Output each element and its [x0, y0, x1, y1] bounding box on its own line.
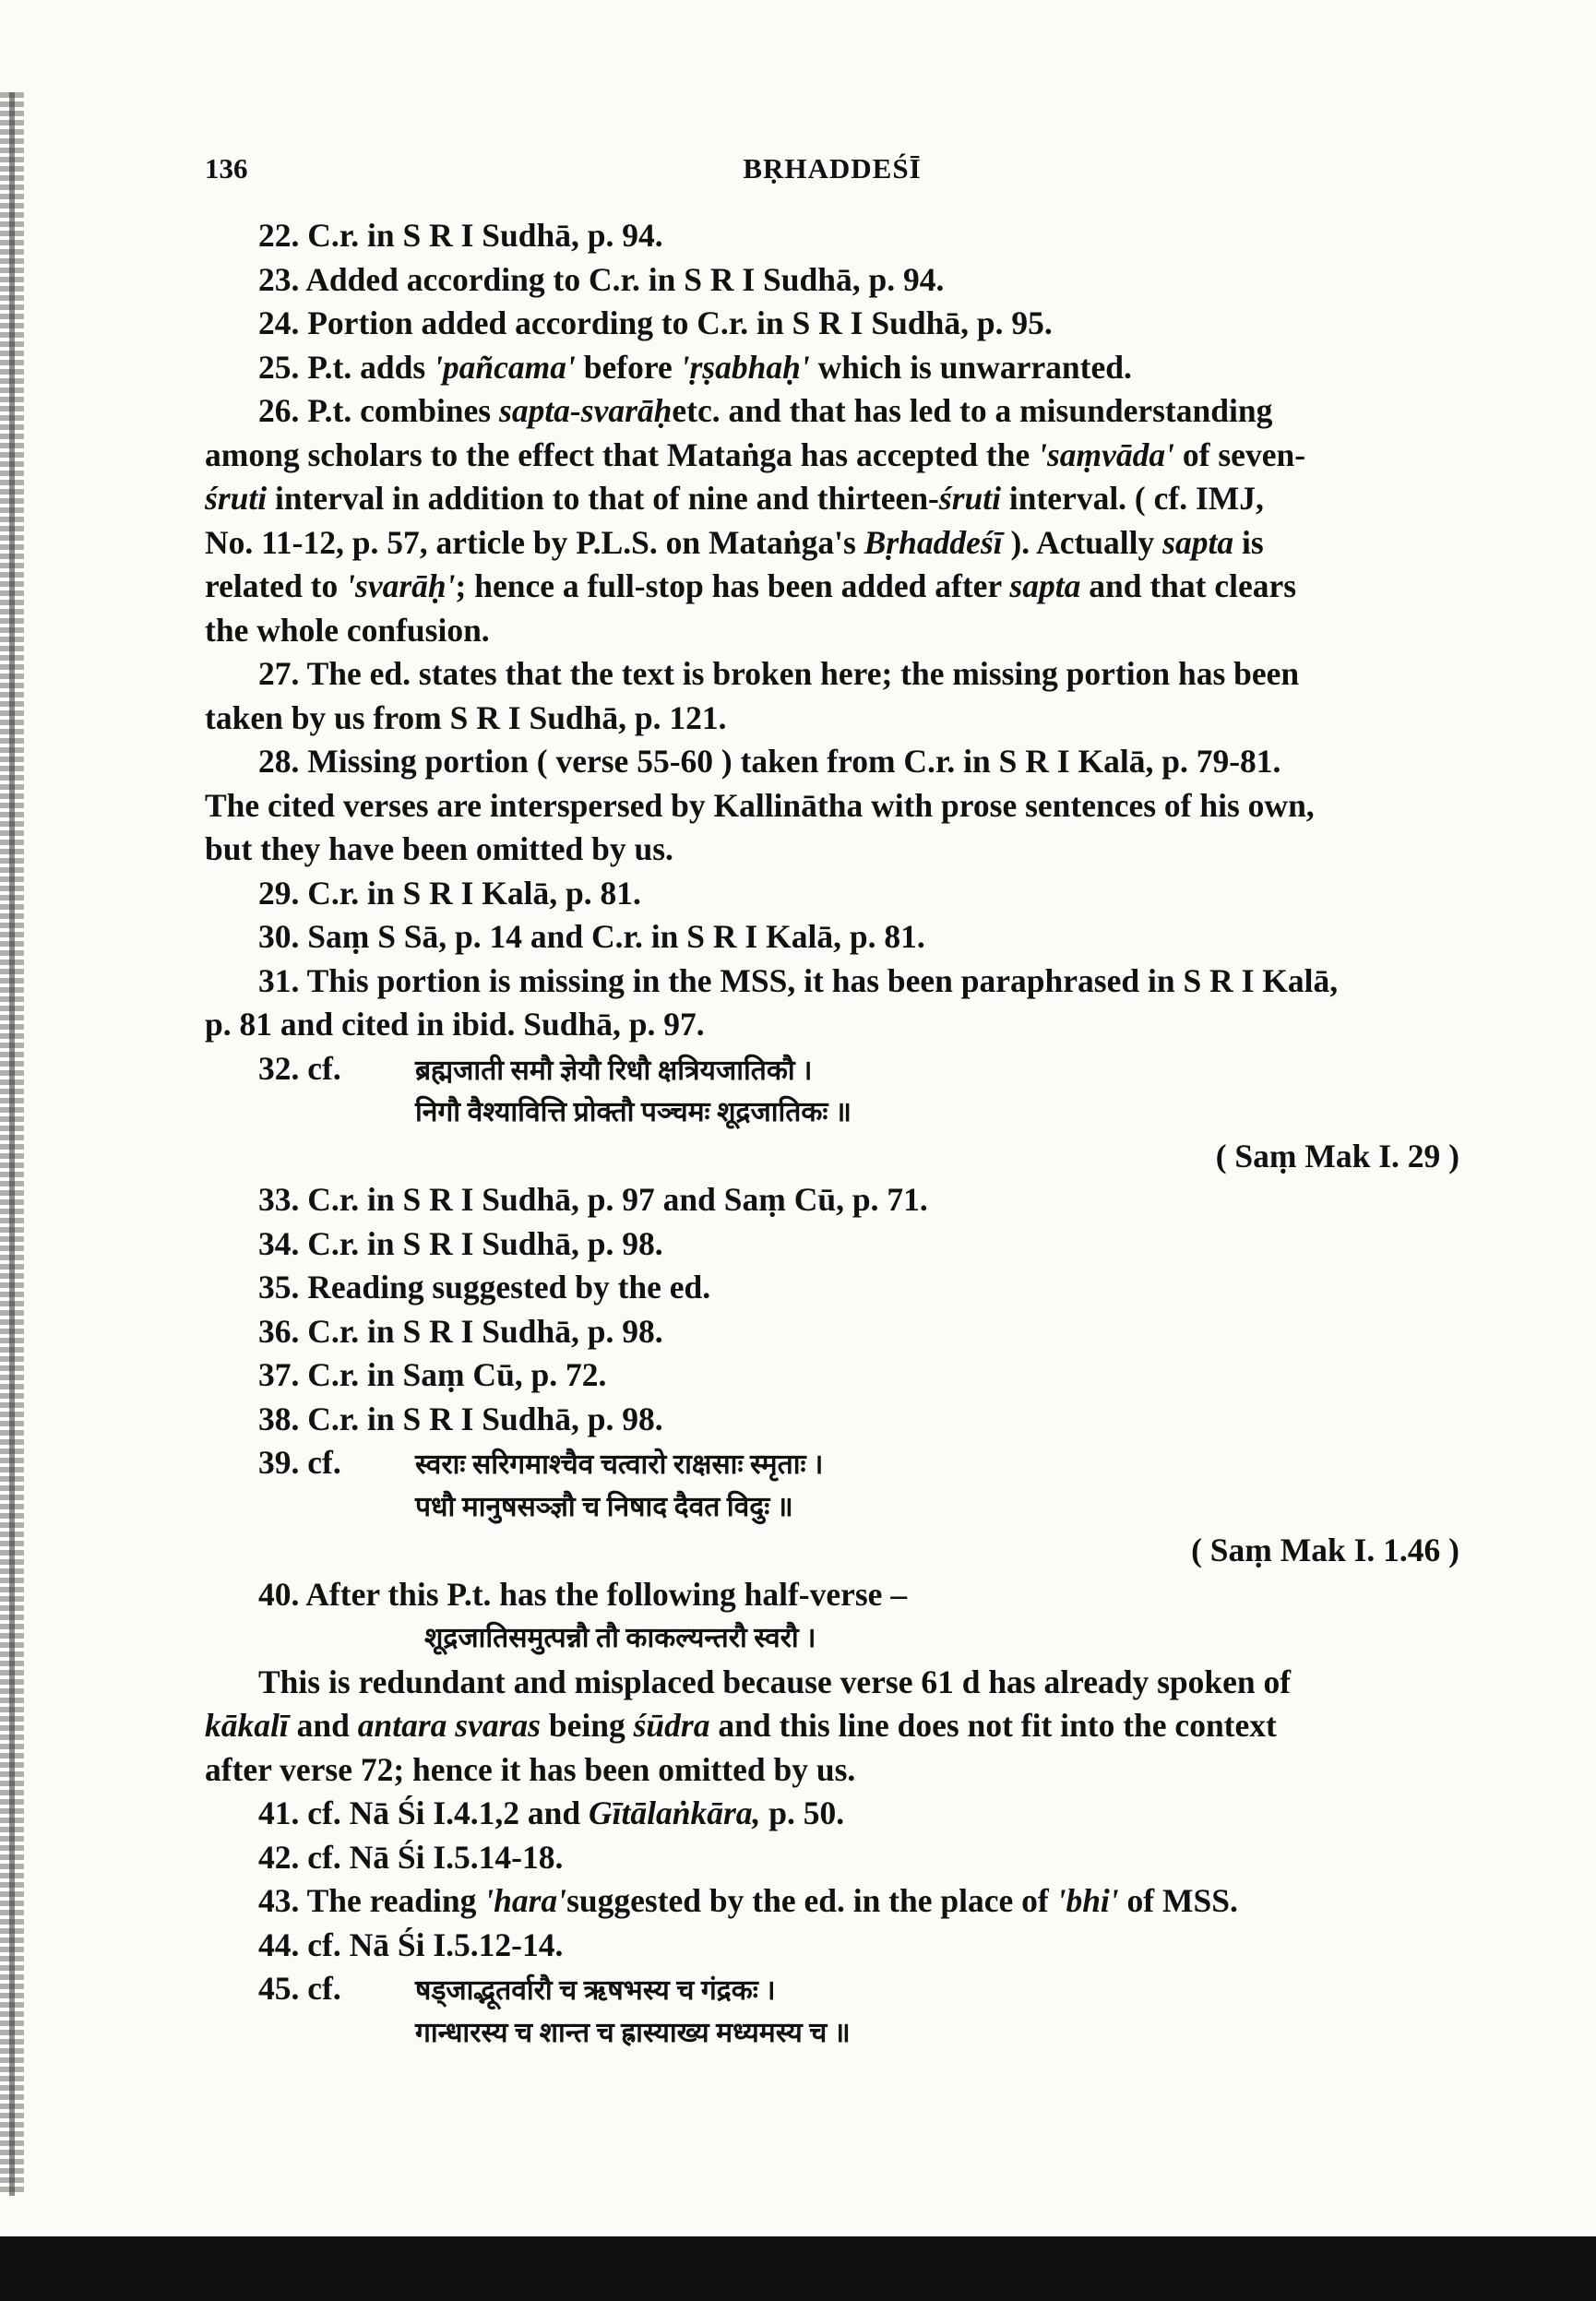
note-39-verse: पधौ मानुषसञ्ज्ञौ च निषाद दैवत विदुः ॥: [415, 1491, 793, 1522]
text: etc. and that has led to a misunderstanding: [672, 392, 1273, 429]
text: p. 50.: [760, 1794, 845, 1831]
page-number: 136: [205, 152, 248, 185]
text: and this line does not fit into the context: [709, 1707, 1277, 1744]
note-32-verse: निगौ वैश्यावित्ति प्रोक्तौ पञ्चमः शूद्रजातिकः ॥: [415, 1097, 852, 1127]
term: antara svaras: [357, 1707, 541, 1744]
note-26-cont: [205, 477, 1459, 521]
note-22: 22. C.r. in S R I Sudhā, p. 94.: [258, 217, 663, 254]
term: 'ṛṣabhaḥ': [680, 348, 810, 386]
term: kākalī: [205, 1707, 289, 1744]
text: of MSS.: [1118, 1882, 1238, 1919]
note-38: 38. C.r. in S R I Sudhā, p. 98.: [258, 1400, 663, 1437]
binding-shadow: [9, 92, 15, 2196]
note-40-cont: [205, 1704, 1459, 1748]
term: sapta-svarāḥ: [499, 392, 673, 429]
note-25: [205, 346, 1459, 390]
text: ; hence a full-stop has been added after: [455, 567, 1010, 604]
text: being: [540, 1707, 634, 1744]
term: Bṛhaddeśī: [864, 523, 1003, 561]
text: interval in addition to that of nine and thirteen-: [267, 480, 939, 517]
note-44: 44. cf. Nā Śi I.5.12-14.: [258, 1925, 564, 1963]
note-30: 30. Saṃ S Sā, p. 14 and C.r. in S R I Kalā, p. 81.: [258, 918, 925, 955]
text: before: [575, 348, 681, 386]
term: śruti: [938, 480, 1001, 517]
text: and that clears: [1080, 567, 1297, 604]
text: among scholars to the effect that Mataṅga has accepted the: [205, 435, 1039, 473]
note-39: [205, 1441, 1459, 1485]
text: is: [1233, 523, 1264, 561]
text: interval. ( cf. IMJ,: [1001, 480, 1264, 517]
term: 'bhi': [1056, 1882, 1119, 1919]
text: 41. cf. Nā Śi I.4.1,2 and: [258, 1794, 589, 1831]
note-33: 33. C.r. in S R I Sudhā, p. 97 and Saṃ Cū, p. 71.: [258, 1181, 928, 1218]
note-23: 23. Added according to C.r. in S R I Sudhā, p. 94.: [258, 260, 945, 298]
text: 43. The reading: [258, 1882, 485, 1919]
term: 'svarāḥ': [346, 567, 456, 604]
note-34: 34. C.r. in S R I Sudhā, p. 98.: [258, 1224, 663, 1262]
text: of seven-: [1174, 435, 1306, 473]
note-26-cont: [205, 565, 1459, 609]
text: which is unwarranted.: [809, 348, 1132, 386]
text: ). Actually: [1002, 523, 1163, 561]
note-28-cont: The cited verses are interspersed by Kallinātha with prose sentences of his own,: [205, 786, 1315, 824]
verse-source: ( Saṃ Mak I. 29 ): [1215, 1137, 1459, 1174]
note-label: 32. cf.: [258, 1049, 341, 1087]
note-35: 35. Reading suggested by the ed.: [258, 1269, 711, 1305]
note-43: [205, 1879, 1459, 1924]
note-26-cont: [205, 521, 1459, 566]
sanskrit-verse: स्वराः सरिगमाश्चैव चत्वारो राक्षसाः स्मृताः ।: [415, 1449, 824, 1480]
running-title: BṚHADDEŚĪ: [743, 152, 922, 185]
note-42: 42. cf. Nā Śi I.5.14-18.: [258, 1838, 564, 1876]
note-40: 40. After this P.t. has the following half-verse –: [258, 1575, 908, 1613]
note-45: [205, 1967, 1459, 2011]
note-label: 39. cf.: [258, 1444, 341, 1481]
note-32: [205, 1047, 1459, 1091]
text: 26. P.t. combines: [258, 392, 499, 429]
text: and: [288, 1707, 358, 1744]
note-41: [205, 1792, 1459, 1836]
sanskrit-verse: ब्रह्मजाती समौ ज्ञेयौ रिधौ क्षत्रियजातिकौ ।: [415, 1055, 813, 1086]
note-24: 24. Portion added according to C.r. in S R I Sudhā, p. 95.: [258, 304, 1053, 341]
text: 25. P.t. adds: [258, 348, 435, 386]
note-37: 37. C.r. in Saṃ Cū, p. 72.: [258, 1356, 607, 1393]
note-26-cont: the whole confusion.: [205, 611, 490, 649]
term: Gītālaṅkāra,: [589, 1794, 761, 1831]
note-40-half-verse: शूद्रजातिसमुत्पन्नौ तौ काकल्यन्तरौ स्वरौ ।: [424, 1623, 816, 1653]
note-40-cont: after verse 72; hence it has been omitted by us.: [205, 1750, 856, 1788]
note-26-cont: [205, 434, 1459, 478]
note-27-cont: taken by us from S R I Sudhā, p. 121.: [205, 698, 727, 736]
term: sapta: [1009, 567, 1081, 604]
term: 'hara': [484, 1882, 567, 1919]
verse-source: ( Saṃ Mak I. 1.46 ): [1191, 1532, 1459, 1568]
scan-bottom-edge: [0, 2236, 1596, 2301]
term: śruti: [205, 480, 268, 517]
note-45-verse: गान्धारस्य च शान्त च ह्रास्याख्य मध्यमस्य च ॥: [415, 2017, 851, 2048]
note-40-cont: This is redundant and misplaced because verse 61 d has already spoken of: [258, 1663, 1292, 1700]
note-28: 28. Missing portion ( verse 55-60 ) taken from C.r. in S R I Kalā, p. 79-81.: [258, 743, 1281, 780]
note-31: 31. This portion is missing in the MSS, it has been paraphrased in S R I Kalā,: [258, 961, 1339, 999]
note-36: 36. C.r. in S R I Sudhā, p. 98.: [258, 1312, 663, 1350]
term: 'saṃvāda': [1038, 435, 1175, 473]
term: śūdra: [633, 1707, 710, 1744]
note-28-cont: but they have been omitted by us.: [205, 830, 673, 867]
sanskrit-verse: षड्जाद्भूतर्वारौ च ऋषभस्य च गंद्रकः ।: [415, 1975, 776, 2006]
note-31-cont: p. 81 and cited in ibid. Sudhā, p. 97.: [205, 1006, 705, 1043]
note-26: [205, 389, 1459, 434]
term: 'pañcama': [434, 348, 576, 386]
note-27: 27. The ed. states that the text is broken here; the missing portion has been: [258, 655, 1300, 692]
endnotes: [205, 214, 1459, 2055]
note-label: 45. cf.: [258, 1970, 341, 2007]
term: sapta: [1162, 523, 1234, 561]
note-29: 29. C.r. in S R I Kalā, p. 81.: [258, 874, 641, 912]
page-header: [205, 152, 1459, 191]
text: No. 11-12, p. 57, article by P.L.S. on Mataṅga's: [205, 523, 864, 561]
text: related to: [205, 567, 347, 604]
text: suggested by the ed. in the place of: [566, 1882, 1057, 1919]
